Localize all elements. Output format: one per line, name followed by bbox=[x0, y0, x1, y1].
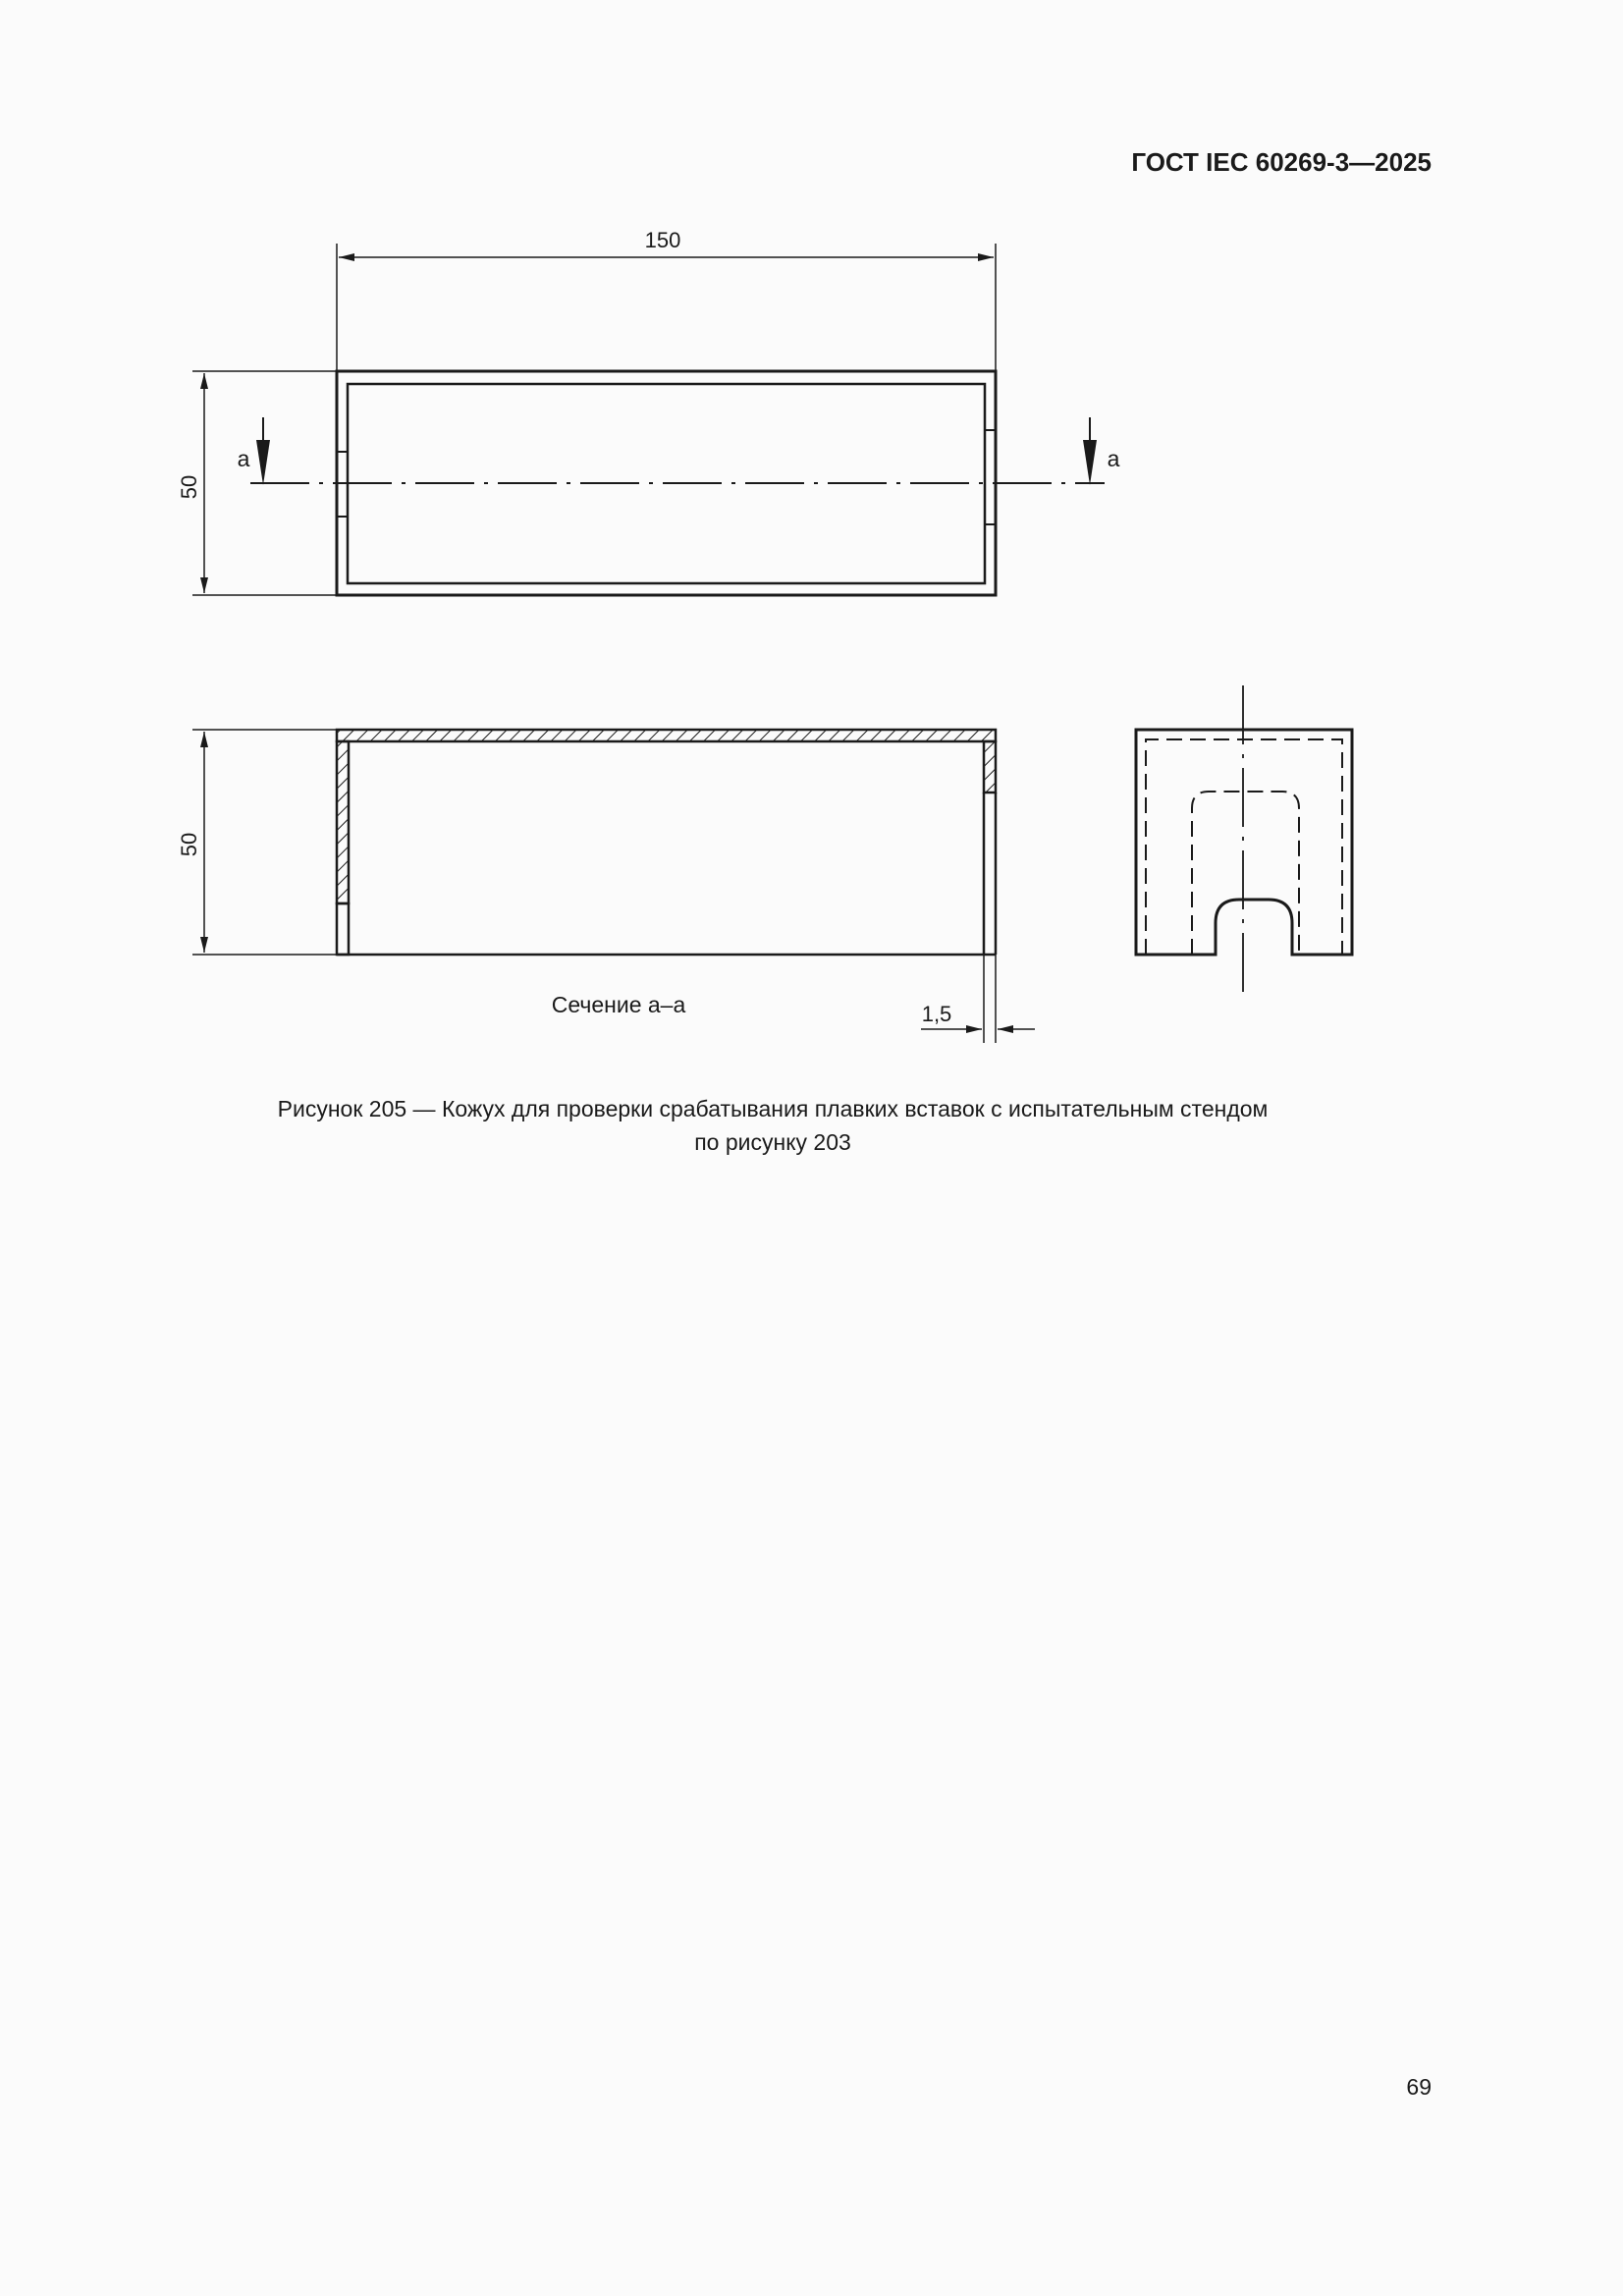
right-wall-hatched bbox=[984, 741, 996, 793]
dim-150-label: 150 bbox=[644, 228, 681, 252]
top-wall-hatched bbox=[337, 730, 996, 741]
side-view-outline bbox=[1136, 730, 1352, 955]
section-mark-right: a bbox=[1107, 446, 1120, 471]
section-title: Сечение a–a bbox=[551, 992, 686, 1017]
top-view bbox=[192, 244, 1105, 595]
hidden-fuse-contour bbox=[1192, 792, 1299, 955]
hidden-inner-wall bbox=[1146, 739, 1342, 955]
section-arrow-left bbox=[256, 440, 270, 485]
figure-caption bbox=[157, 1092, 1388, 1159]
page-number: 69 bbox=[1406, 2074, 1432, 2100]
dim-50-bottom-label: 50 bbox=[177, 832, 201, 857]
section-mark-left: a bbox=[237, 446, 250, 471]
dim-50-top-label: 50 bbox=[177, 474, 201, 500]
section-arrow-right bbox=[1083, 440, 1097, 485]
document-code: ГОСТ IEC 60269-3—2025 bbox=[1131, 147, 1432, 177]
side-view bbox=[1136, 685, 1352, 997]
caption-line-2: по рисунку 203 bbox=[694, 1129, 851, 1155]
caption-line-1: Рисунок 205 — Кожух для проверки срабатывания плавких вставок с испытательным стендом bbox=[277, 1096, 1269, 1121]
left-wall-hatched bbox=[337, 741, 349, 903]
dim-wall-label: 1,5 bbox=[921, 1002, 952, 1026]
